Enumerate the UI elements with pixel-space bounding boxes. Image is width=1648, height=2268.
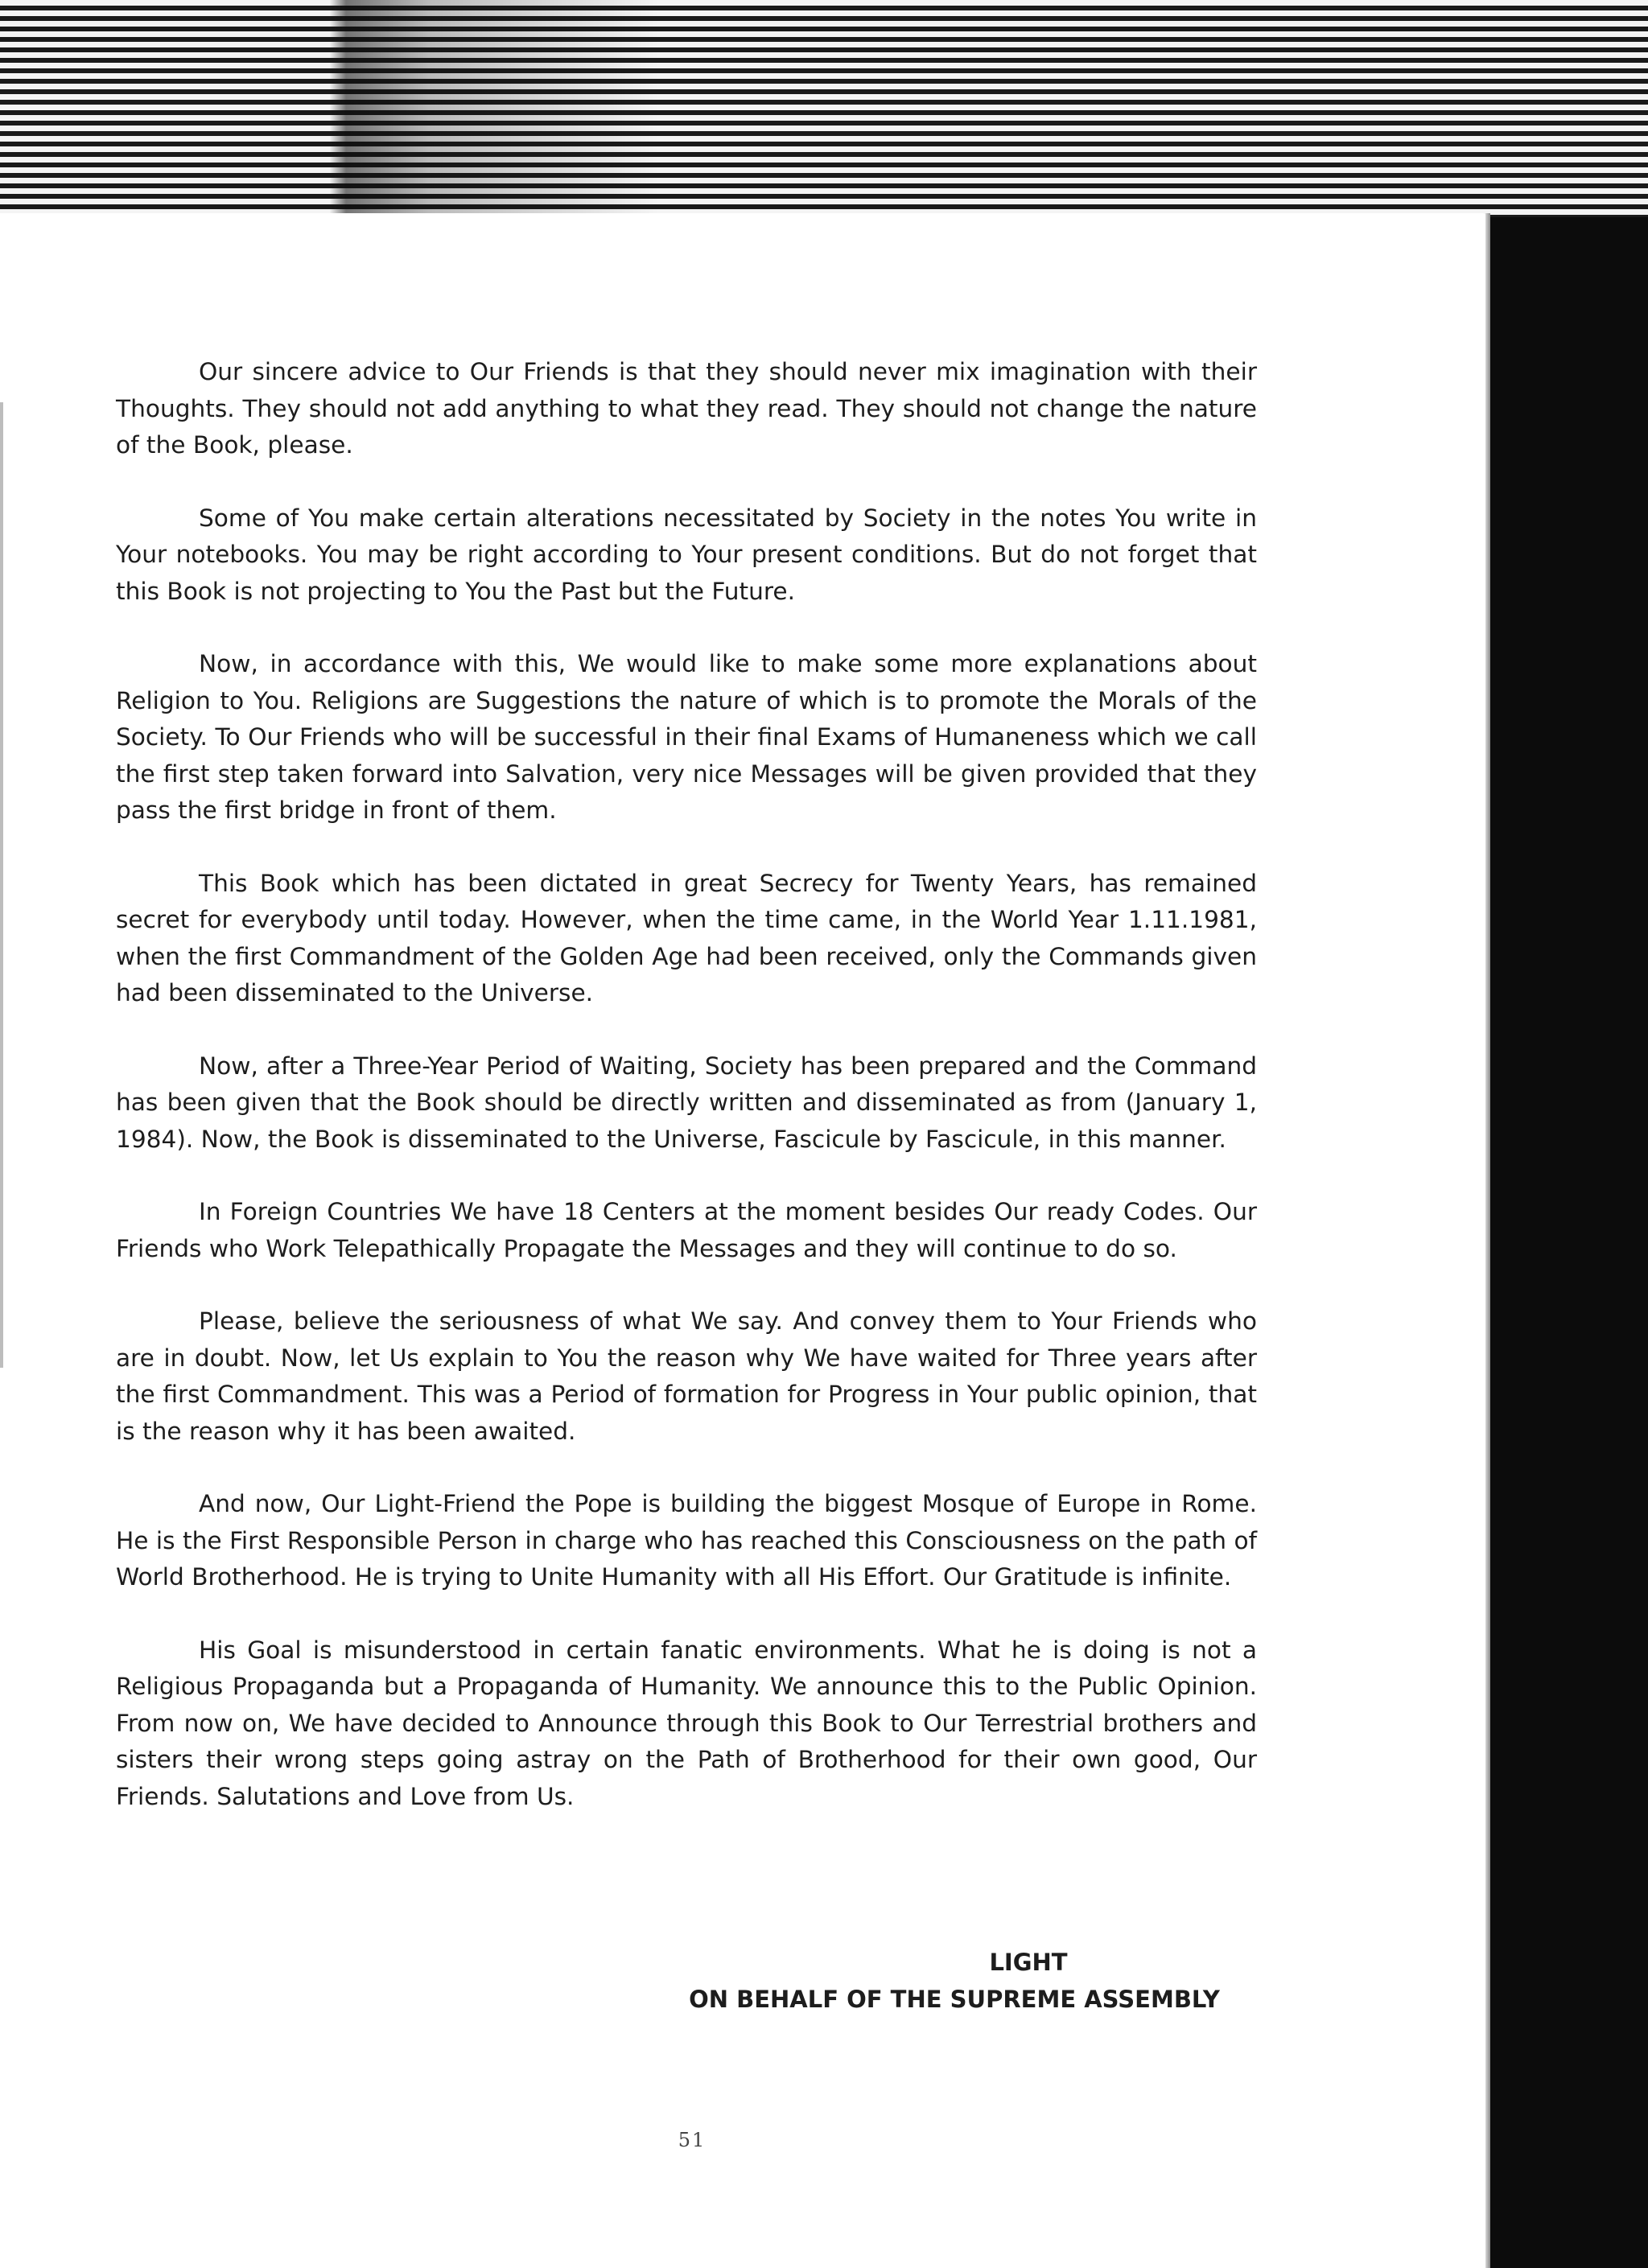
paragraph-8: And now, Our Light-Friend the Pope is building the biggest Mosque of Europe in Rome. He is the First Responsible Person in charge who has reached this Consciousness on the path of World Brotherhood. He is trying to Unite Humanity with all His Effort. Our Gratitude is infinite.: [116, 1490, 1257, 1591]
paragraph-5: Now, after a Three-Year Period of Waiting, Society has been prepared and the Command has been given that the Book should be directly written and disseminated as from (January 1, 1984). Now, the Book is disseminated to the Universe, Fascicule by Fascicule, in this manner.: [116, 1052, 1257, 1153]
paragraph-1: Our sincere advice to Our Friends is that they should never mix imagination with their Thoughts. They should not add anything to what they read. They should not change the nature of the Book, please.: [116, 358, 1257, 459]
signature-light: LIGHT: [989, 1949, 1068, 1976]
body-text: [116, 354, 1257, 1851]
paragraph-6: In Foreign Countries We have 18 Centers at the moment besides Our ready Codes. Our Friends who Work Telepathically Propagate the Messages and they will continue to do so.: [116, 1198, 1257, 1262]
page-edge-shadow: [1485, 213, 1490, 2268]
paragraph-2: Some of You make certain alterations necessitated by Society in the notes You write in Your notebooks. You may be right according to Your present conditions. But do not forget that this Book is not projecting to You the Past but the Future.: [116, 504, 1257, 605]
paragraph-3: Now, in accordance with this, We would like to make some more explanations about Religion to You. Religions are Suggestions the nature of which is to promote the Morals of the Society. To Our Friends who will be successful in their final Exams of Humaneness which we call the first step taken forward into Salvation, very nice Messages will be given provided that they pass the first bridge in front of them.: [116, 650, 1257, 824]
scanner-artifact-bands: [0, 0, 1648, 217]
paragraph-4: This Book which has been dictated in great Secrecy for Twenty Years, has remained secret for everybody until today. However, when the time came, in the World Year 1.11.1981, when the first Commandment of the Golden Age had been received, only the Commands given had been disseminated to the Universe.: [116, 869, 1257, 1006]
signature-block: [652, 1944, 1257, 2018]
signature-assembly: ON BEHALF OF THE SUPREME ASSEMBLY: [689, 1986, 1220, 2013]
page-left-margin-mark: [0, 402, 3, 1368]
paragraph-7: Please, believe the seriousness of what We say. And convey them to Your Friends who are in doubt. Now, let Us explain to You the reason why We have waited for Three years after the first Commandment. This was a Period of formation for Progress in Your public opinion, that is the reason why it has been awaited.: [116, 1307, 1257, 1445]
paragraph-9: His Goal is misunderstood in certain fanatic environments. What he is doing is not a Religious Propaganda but a Propaganda of Humanity. We announce this to the Public Opinion. From now on, We have decided to Announce through this Book to Our Terrestrial brothers and sisters their wrong steps going astray on the Path of Brotherhood for their own good, Our Friends. Salutations and Love from Us.: [116, 1636, 1257, 1810]
page-number: 51: [678, 2129, 707, 2151]
